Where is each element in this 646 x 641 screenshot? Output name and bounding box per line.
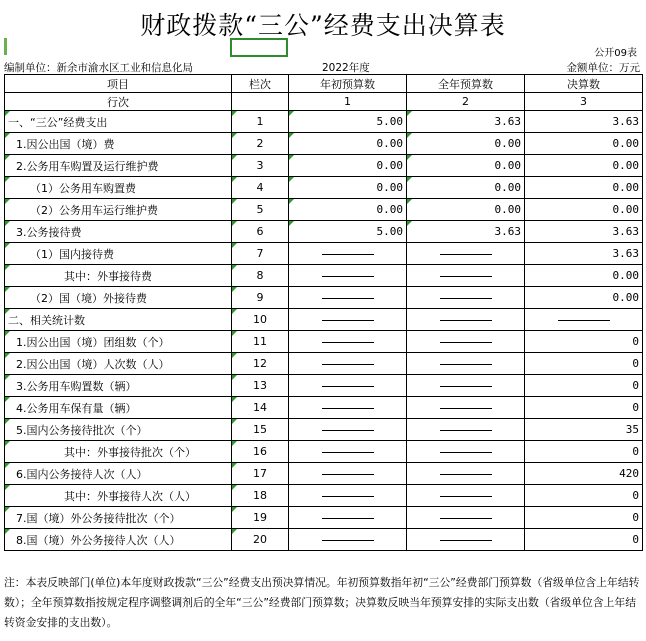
cell-marker	[5, 287, 10, 292]
row-annual-budget[interactable]	[407, 353, 525, 375]
dash-placeholder	[322, 254, 374, 255]
dash-placeholder	[440, 518, 492, 519]
row-seq-text: 12	[253, 357, 267, 370]
cell-marker	[289, 133, 294, 138]
row-item[interactable]	[5, 353, 232, 375]
header-annual-budget[interactable]: 全年预算数	[407, 75, 525, 93]
row-seq[interactable]	[232, 177, 289, 199]
row-item[interactable]	[5, 265, 232, 287]
row-final-account[interactable]	[525, 419, 643, 441]
row-seq[interactable]	[232, 199, 289, 221]
row-seq-text: 6	[256, 225, 264, 238]
dash-placeholder	[440, 254, 492, 255]
row-final-account[interactable]	[525, 177, 643, 199]
row-annual-budget[interactable]	[407, 529, 525, 551]
dash-placeholder	[440, 386, 492, 387]
dash-placeholder	[440, 496, 492, 497]
row-initial-budget[interactable]	[289, 243, 407, 265]
row-seq[interactable]	[232, 463, 289, 485]
row-seq[interactable]	[232, 243, 289, 265]
dash-placeholder	[322, 276, 374, 277]
table-row	[5, 441, 643, 463]
dash-placeholder	[322, 408, 374, 409]
row-initial-budget[interactable]	[289, 353, 407, 375]
selected-cell[interactable]	[230, 38, 288, 57]
row-annual-budget[interactable]	[407, 463, 525, 485]
row-item[interactable]	[5, 199, 232, 221]
row-seq-text: 20	[253, 533, 267, 546]
table-row	[5, 309, 643, 331]
row-final-account[interactable]	[525, 441, 643, 463]
row-seq[interactable]	[232, 441, 289, 463]
table-row	[5, 155, 643, 177]
row-initial-budget[interactable]	[289, 111, 407, 133]
row-final-account-text: 35	[625, 423, 639, 436]
row-initial-budget[interactable]	[289, 485, 407, 507]
cell-marker	[232, 133, 237, 138]
table-row	[5, 243, 643, 265]
cell-marker	[232, 507, 237, 512]
header-row-label[interactable]: 行次	[5, 93, 232, 111]
row-seq[interactable]	[232, 309, 289, 331]
row-initial-budget[interactable]	[289, 133, 407, 155]
row-seq[interactable]	[232, 419, 289, 441]
table-row	[5, 353, 643, 375]
row-seq[interactable]	[232, 375, 289, 397]
expense-table	[4, 74, 643, 551]
row-item[interactable]	[5, 331, 232, 353]
row-initial-budget[interactable]	[289, 309, 407, 331]
cell-marker	[407, 221, 412, 226]
row-final-account[interactable]	[525, 265, 643, 287]
row-final-account-text: 0.00	[612, 203, 639, 216]
row-item-text: 4.公务用车保有量（辆）	[16, 401, 137, 415]
dash-placeholder	[440, 320, 492, 321]
row-final-account[interactable]	[525, 485, 643, 507]
row-item-text: 二、相关统计数	[8, 313, 85, 327]
dash-placeholder	[322, 474, 374, 475]
table-row	[5, 507, 643, 529]
cell-marker	[5, 485, 10, 490]
row-final-account[interactable]	[525, 133, 643, 155]
dash-placeholder	[440, 342, 492, 343]
dash-placeholder	[440, 276, 492, 277]
compiling-unit: 编制单位：新余市渝水区工业和信息化局	[4, 62, 193, 74]
cell-marker	[5, 331, 10, 336]
row-seq-text: 16	[253, 445, 267, 458]
row-annual-budget-text: 0.00	[494, 159, 521, 172]
row-seq-text: 14	[253, 401, 267, 414]
dash-placeholder	[440, 452, 492, 453]
row-item[interactable]	[5, 243, 232, 265]
dash-placeholder	[440, 430, 492, 431]
dash-placeholder	[322, 452, 374, 453]
dash-placeholder	[322, 518, 374, 519]
row-seq-text: 4	[256, 181, 264, 194]
row-final-account-text: 0	[632, 379, 639, 392]
cell-marker	[407, 111, 412, 116]
row-annual-budget[interactable]	[407, 331, 525, 353]
cell-marker	[289, 199, 294, 204]
cell-marker	[5, 199, 10, 204]
row-final-account[interactable]	[525, 155, 643, 177]
header-row	[5, 75, 643, 93]
row-item-text: 一、“三公”经费支出	[8, 115, 108, 129]
cell-marker	[5, 243, 10, 248]
header-seq[interactable]: 栏次	[232, 75, 289, 93]
row-item[interactable]	[5, 397, 232, 419]
cell-marker	[407, 199, 412, 204]
row-annual-budget[interactable]	[407, 265, 525, 287]
row-annual-budget[interactable]	[407, 441, 525, 463]
row-annual-budget[interactable]	[407, 419, 525, 441]
dash-placeholder	[322, 342, 374, 343]
row-final-account[interactable]	[525, 353, 643, 375]
header-col-2[interactable]: 2	[407, 93, 525, 111]
row-seq[interactable]	[232, 353, 289, 375]
row-seq[interactable]	[232, 221, 289, 243]
row-initial-budget[interactable]	[289, 199, 407, 221]
cell-marker	[5, 397, 10, 402]
row-seq[interactable]	[232, 397, 289, 419]
row-annual-budget[interactable]	[407, 243, 525, 265]
row-initial-budget[interactable]	[289, 287, 407, 309]
cell-marker	[232, 199, 237, 204]
row-item[interactable]	[5, 155, 232, 177]
row-seq-text: 9	[256, 291, 264, 304]
header-initial-budget[interactable]: 年初预算数	[289, 75, 407, 93]
cell-marker	[289, 177, 294, 182]
row-final-account-text: 0.00	[612, 159, 639, 172]
row-final-account-text: 420	[619, 467, 639, 480]
row-item-text: 其中：外事接待人次（人）	[64, 489, 196, 503]
report-year: 2022年度	[322, 62, 370, 74]
row-final-account[interactable]	[525, 463, 643, 485]
row-item-text: （1）国内接待费	[30, 247, 114, 261]
row-item-text: 2.因公出国（境）人次数（人）	[16, 357, 170, 371]
table-row	[5, 287, 643, 309]
row-initial-budget[interactable]	[289, 331, 407, 353]
row-initial-budget[interactable]	[289, 441, 407, 463]
dash-placeholder	[558, 320, 610, 321]
row-initial-budget-text: 0.00	[376, 137, 403, 150]
row-final-account[interactable]	[525, 331, 643, 353]
row-annual-budget[interactable]	[407, 177, 525, 199]
row-annual-budget[interactable]	[407, 221, 525, 243]
cell-marker	[5, 463, 10, 468]
cell-marker	[5, 419, 10, 424]
row-annual-budget-text: 3.63	[494, 115, 521, 128]
row-initial-budget[interactable]	[289, 221, 407, 243]
table-row	[5, 397, 643, 419]
row-seq[interactable]	[232, 155, 289, 177]
amount-unit: 金额单位：万元	[566, 62, 640, 74]
table-row	[5, 463, 643, 485]
cell-marker	[5, 155, 10, 160]
table-row	[5, 177, 643, 199]
cell-marker	[5, 529, 10, 534]
dash-placeholder	[322, 320, 374, 321]
cell-marker	[5, 507, 10, 512]
header-row-index	[5, 93, 643, 111]
row-item-text: 8.国（境）外公务接待人次（人）	[16, 533, 181, 547]
row-seq[interactable]	[232, 331, 289, 353]
row-annual-budget[interactable]	[407, 309, 525, 331]
cell-marker	[289, 155, 294, 160]
cell-marker	[5, 375, 10, 380]
row-seq-text: 5	[256, 203, 264, 216]
form-code: 公开09表	[594, 48, 637, 59]
dash-placeholder	[322, 540, 374, 541]
row-seq-text: 2	[256, 137, 264, 150]
row-final-account-text: 0	[632, 445, 639, 458]
row-annual-budget[interactable]	[407, 199, 525, 221]
row-final-account-text: 3.63	[612, 225, 639, 238]
row-final-account[interactable]	[525, 309, 643, 331]
cell-marker	[407, 177, 412, 182]
row-item-text: （2）国（境）外接待费	[30, 291, 147, 305]
row-seq[interactable]	[232, 507, 289, 529]
row-item-text: 3.公务用车购置数（辆）	[16, 379, 137, 393]
row-final-account-text: 3.63	[612, 115, 639, 128]
row-annual-budget[interactable]	[407, 485, 525, 507]
cell-marker	[407, 133, 412, 138]
cell-marker	[407, 155, 412, 160]
dash-placeholder	[440, 540, 492, 541]
table-row	[5, 485, 643, 507]
cell-marker	[232, 309, 237, 314]
row-item[interactable]	[5, 221, 232, 243]
row-item-text: 1.因公出国（境）团组数（个）	[16, 335, 170, 349]
header-final-account[interactable]: 决算数	[525, 75, 643, 93]
cell-marker	[232, 221, 237, 226]
dash-placeholder	[440, 474, 492, 475]
dash-placeholder	[440, 408, 492, 409]
row-item[interactable]	[5, 177, 232, 199]
row-seq[interactable]	[232, 265, 289, 287]
row-item-text: 其中：外事接待费	[64, 269, 152, 283]
row-initial-budget[interactable]	[289, 419, 407, 441]
row-seq-text: 11	[253, 335, 267, 348]
cell-marker	[232, 441, 237, 446]
table-row	[5, 265, 643, 287]
row-final-account-text: 0	[632, 533, 639, 546]
dash-placeholder	[322, 364, 374, 365]
row-initial-budget[interactable]	[289, 265, 407, 287]
row-annual-budget[interactable]	[407, 375, 525, 397]
row-annual-budget[interactable]	[407, 111, 525, 133]
row-initial-budget[interactable]	[289, 177, 407, 199]
row-item-text: 7.国（境）外公务接待批次（个）	[16, 511, 181, 525]
row-seq-text: 18	[253, 489, 267, 502]
cell-marker	[289, 221, 294, 226]
row-initial-budget[interactable]	[289, 507, 407, 529]
row-item[interactable]	[5, 287, 232, 309]
page-title: 财政拨款“三公”经费支出决算表	[140, 11, 506, 40]
cell-marker	[232, 375, 237, 380]
row-initial-budget-text: 0.00	[376, 181, 403, 194]
row-final-account[interactable]	[525, 111, 643, 133]
cell-marker	[232, 111, 237, 116]
row-item[interactable]	[5, 441, 232, 463]
row-item[interactable]	[5, 463, 232, 485]
row-seq-text: 3	[256, 159, 264, 172]
row-indicator	[4, 38, 7, 55]
row-seq[interactable]	[232, 133, 289, 155]
row-item[interactable]	[5, 133, 232, 155]
row-item-text: 其中：外事接待批次（个）	[64, 445, 196, 459]
cell-marker	[5, 133, 10, 138]
row-seq-text: 1	[256, 115, 264, 128]
row-initial-budget[interactable]	[289, 529, 407, 551]
row-item-text: 2.公务用车购置及运行维护费	[16, 159, 159, 173]
cell-marker	[232, 463, 237, 468]
dash-placeholder	[322, 298, 374, 299]
row-final-account-text: 0.00	[612, 137, 639, 150]
unit-info-row	[4, 60, 640, 74]
row-annual-budget[interactable]	[407, 507, 525, 529]
row-final-account-text: 0.00	[612, 269, 639, 282]
row-item[interactable]	[5, 419, 232, 441]
row-item[interactable]	[5, 375, 232, 397]
cell-marker	[232, 353, 237, 358]
row-final-account[interactable]	[525, 375, 643, 397]
header-col-3[interactable]: 3	[525, 93, 643, 111]
row-seq-text: 13	[253, 379, 267, 392]
dash-placeholder	[322, 496, 374, 497]
cell-marker	[289, 111, 294, 116]
cell-marker	[232, 155, 237, 160]
row-initial-budget[interactable]	[289, 155, 407, 177]
table-row	[5, 221, 643, 243]
cell-marker	[5, 177, 10, 182]
dash-placeholder	[440, 298, 492, 299]
table-row	[5, 199, 643, 221]
row-final-account[interactable]	[525, 287, 643, 309]
row-annual-budget-text: 0.00	[494, 137, 521, 150]
row-seq[interactable]	[232, 485, 289, 507]
row-initial-budget-text: 5.00	[376, 225, 403, 238]
cell-marker	[5, 353, 10, 358]
row-final-account[interactable]	[525, 243, 643, 265]
row-item-text: 3.公务接待费	[16, 225, 82, 239]
header-item[interactable]: 项目	[5, 75, 232, 93]
row-seq-text: 10	[253, 313, 267, 326]
row-final-account-text: 3.63	[612, 247, 639, 260]
row-final-account[interactable]	[525, 529, 643, 551]
cell-marker	[5, 111, 10, 116]
row-item-text: （1）公务用车购置费	[30, 181, 136, 195]
row-seq[interactable]	[232, 529, 289, 551]
row-final-account[interactable]	[525, 397, 643, 419]
dash-placeholder	[322, 386, 374, 387]
row-initial-budget-text: 0.00	[376, 159, 403, 172]
row-annual-budget-text: 3.63	[494, 225, 521, 238]
cell-marker	[232, 243, 237, 248]
row-final-account-text: 0.00	[612, 181, 639, 194]
row-final-account[interactable]	[525, 221, 643, 243]
cell-marker	[232, 287, 237, 292]
cell-marker	[5, 221, 10, 226]
row-item-text: 1.因公出国（境）费	[16, 137, 115, 151]
cell-marker	[5, 265, 10, 270]
row-final-account-text: 0	[632, 401, 639, 414]
row-annual-budget-text: 0.00	[494, 203, 521, 216]
row-seq[interactable]	[232, 287, 289, 309]
row-item-text: 5.国内公务接待批次（个）	[16, 423, 148, 437]
table-row	[5, 375, 643, 397]
row-item[interactable]	[5, 485, 232, 507]
row-seq-text: 7	[256, 247, 264, 260]
row-final-account[interactable]	[525, 199, 643, 221]
row-seq[interactable]	[232, 111, 289, 133]
table-row	[5, 133, 643, 155]
cell-marker	[232, 265, 237, 270]
table-row	[5, 331, 643, 353]
row-annual-budget[interactable]	[407, 287, 525, 309]
row-seq-text: 8	[256, 269, 264, 282]
row-item[interactable]	[5, 507, 232, 529]
table-row	[5, 111, 643, 133]
table-note: 注：本表反映部门(单位)本年度财政拨款“三公”经费支出预决算情况。年初预算数指年初“三公”经费部门预算数（省级单位含上年结转数）；全年预算数指按规定程序调整调剂后的全年“三公”经费部门预算数；决算数反映当年预算安排的实际支出数（省级单位含上年结转资金安排的支出数）。	[4, 576, 640, 629]
row-initial-budget[interactable]	[289, 463, 407, 485]
row-seq-text: 17	[253, 467, 267, 480]
row-final-account[interactable]	[525, 507, 643, 529]
row-item[interactable]	[5, 111, 232, 133]
row-item-text: （2）公务用车运行维护费	[30, 203, 158, 217]
cell-marker	[232, 177, 237, 182]
row-annual-budget[interactable]	[407, 155, 525, 177]
row-initial-budget-text: 0.00	[376, 203, 403, 216]
cell-marker	[232, 331, 237, 336]
cell-marker	[232, 419, 237, 424]
row-item-text: 6.国内公务接待人次（人）	[16, 467, 148, 481]
dash-placeholder	[322, 430, 374, 431]
row-final-account-text: 0.00	[612, 291, 639, 304]
row-item[interactable]	[5, 309, 232, 331]
row-final-account-text: 0	[632, 511, 639, 524]
row-seq-text: 15	[253, 423, 267, 436]
row-annual-budget[interactable]	[407, 133, 525, 155]
cell-marker	[232, 529, 237, 534]
cell-marker	[232, 397, 237, 402]
row-item[interactable]	[5, 529, 232, 551]
row-annual-budget[interactable]	[407, 397, 525, 419]
table-row	[5, 419, 643, 441]
row-initial-budget-text: 5.00	[376, 115, 403, 128]
cell-marker	[5, 309, 10, 314]
cell-marker	[5, 441, 10, 446]
header-col-1[interactable]: 1	[289, 93, 407, 111]
dash-placeholder	[440, 364, 492, 365]
table-row	[5, 529, 643, 551]
row-final-account-text: 0	[632, 489, 639, 502]
cell-marker	[232, 485, 237, 490]
row-final-account-text: 0	[632, 357, 639, 370]
row-annual-budget-text: 0.00	[494, 181, 521, 194]
row-initial-budget[interactable]	[289, 375, 407, 397]
row-final-account-text: 0	[632, 335, 639, 348]
row-seq-text: 19	[253, 511, 267, 524]
header-row-seq[interactable]	[232, 93, 289, 111]
row-initial-budget[interactable]	[289, 397, 407, 419]
